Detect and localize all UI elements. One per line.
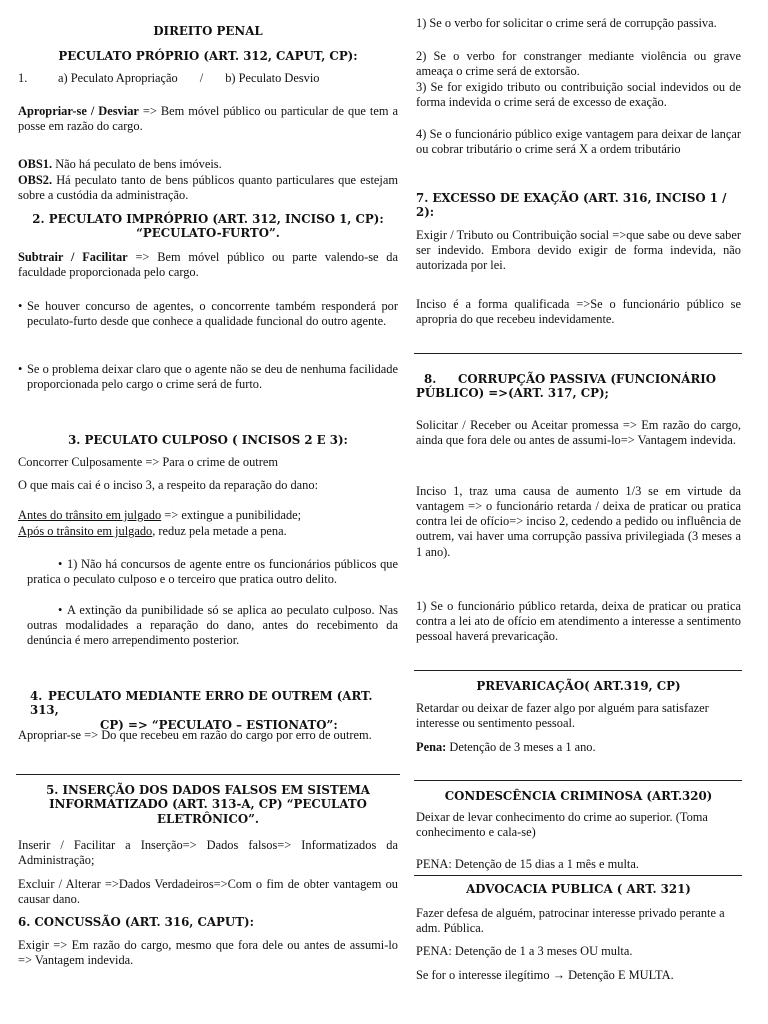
section-5-text-1: Inserir / Facilitar a Inserção=> Dados falsos=> Informatizados da Administração; (18, 838, 398, 868)
option-a: a) Peculato Apropriação (58, 71, 178, 85)
advocacia-title: ADVOCACIA PUBLICA ( ART. 321) (466, 882, 691, 896)
condescencia-pena: PENA: Detenção de 15 dias a 1 mês e multa. (416, 857, 639, 871)
section-7-text-1: Exigir / Tributo ou Contribuição social =>que sabe ou deve saber ser indevido. Embora devido exigir de forma indevida, não autorizada por lei. (416, 228, 741, 273)
list-item: • Se o problema deixar claro que o agente não se deu de nenhuma facilidade proporcionada pelo cargo o crime será de furto. (18, 362, 398, 392)
divider (414, 670, 742, 671)
obs-1: OBS1. Não há peculato de bens imóveis. (18, 157, 222, 171)
list-item: 4) Se o funcionário público exige vantagem para deixar de lançar ou cobrar tributário o crime será X a ordem tributário (416, 127, 741, 157)
condescencia-title: CONDESCÊNCIA CRIMINOSA (ART.320) (444, 789, 713, 803)
document-title: DIREITO PENAL (153, 24, 263, 38)
section-8-title: 8. CORRUPÇÃO PASSIVA (FUNCIONÁRIO PÚBLICO) =>(ART. 317, CP); (416, 372, 717, 401)
section-6-title: 6. CONCUSSÃO (ART. 316, CAPUT): (18, 915, 254, 929)
section-3-after: Após o trânsito em julgado, reduz pela metade a pena. (18, 524, 287, 538)
section-3-before: Antes do trânsito em julgado => extingue a punibilidade; (18, 508, 302, 522)
advocacia-text: Fazer defesa de alguém, patrocinar interesse privado perante a adm. Pública. (416, 906, 725, 936)
list-item: 2) Se o verbo for constranger mediante violência ou grave ameaça o crime será de extorsão. (416, 49, 741, 79)
prevaricacao-title: PREVARICAÇÃO( ART.319, CP) (476, 679, 681, 693)
section-8-text-2: Inciso 1, traz uma causa de aumento 1/3 se em virtude da vantagem => o funcionário retarda / deixa de praticar ou pratica contra lei de ofício=> inciso 2, cedendo a pedido ou influência de outrem, vai haver uma corrupção passiva privilegiada (3 meses a 1 ano). (416, 484, 742, 559)
list-item: • 1) Não há concursos de agente entre os funcionários públicos que pratica o peculato culposo e o terceiro que pratica outro delito. (18, 557, 398, 587)
section-2-definition: Subtrair / Facilitar => Bem móvel público ou parte valendo-se da faculdade proporcionada pelo cargo. (18, 250, 398, 280)
list-item: • Se houver concurso de agentes, o concorrente também responderá por peculato-furto desde que conhece a qualidade funcional do outro agente. (18, 299, 398, 329)
prevaricacao-pena: Pena: Detenção de 3 meses a 1 ano. (416, 740, 596, 754)
section-1-number: 1. (18, 71, 28, 85)
section-3-bullet-2 (18, 603, 398, 648)
section-3-bullet-1 (18, 557, 398, 587)
section-4-title: 4. PECULATO MEDIANTE ERRO DE OUTREM (ART. 313, CP) => “PECULATO – ESTIONATO”: (30, 689, 373, 732)
option-separator: / (199, 71, 204, 85)
advocacia-pena: PENA: Detenção de 1 a 3 meses OU multa. (416, 944, 633, 958)
section-5-text-2: Excluir / Alterar =>Dados Verdadeiros=>Com o fim de obter vantagem ou causar dano. (18, 877, 398, 907)
section-1-options (18, 71, 398, 86)
list-item: 1) Se o verbo for solicitar o crime será de corrupção passiva. (416, 16, 717, 30)
section-3-title: 3. PECULATO CULPOSO ( INCISOS 2 E 3): (68, 433, 348, 447)
section-8-text-3: 1) Se o funcionário público retarda, deixa de praticar ou pratica contra a lei ato de ofício em atendimento a interesse a sentimento pessoal haverá prevaricação. (416, 599, 741, 644)
section-2-bullets-2 (18, 362, 398, 392)
prevaricacao-text: Retardar ou deixar de fazer algo por alguém para satisfazer interesse ou sentimento pessoal. (416, 701, 709, 731)
divider (414, 353, 742, 354)
divider (16, 774, 400, 775)
advocacia-note: Se for o interesse ilegítimo → Detenção E MULTA. (416, 968, 674, 982)
section-1-title: PECULATO PRÓPRIO (ART. 312, CAPUT, CP): (58, 49, 358, 63)
obs-2: OBS2. Há peculato tanto de bens públicos quanto particulares que estejam sobre a custódia da administração. (18, 173, 398, 203)
section-3-line-2: O que mais cai é o inciso 3, a respeito da reparação do dano: (18, 478, 319, 492)
section-4-text: Apropriar-se => Do que recebeu em razão do cargo por erro de outrem. (18, 728, 372, 742)
option-b: b) Peculato Desvio (225, 71, 320, 85)
section-3-line-1: Concorrer Culposamente => Para o crime de outrem (18, 455, 278, 469)
section-7-title: 7. EXCESSO DE EXAÇÃO (ART. 316, INCISO 1 / 2): (416, 191, 727, 220)
section-5-title: 5. INSERÇÃO DOS DADOS FALSOS EM SISTEMA INFORMATIZADO (ART. 313-A, CP) “PECULATO ELETRÔNICO”. (46, 783, 370, 826)
section-6-text: Exigir => Em razão do cargo, mesmo que fora dele ou antes de assumi-lo => Vantagem indevida. (18, 938, 398, 968)
condescencia-text: Deixar de levar conhecimento do crime ao superior. (Toma conhecimento e cala-se) (416, 810, 708, 840)
section-2-title: 2. PECULATO IMPRÓPRIO (ART. 312, INCISO 1, CP): “PECULATO-FURTO”. (32, 212, 384, 241)
divider (414, 780, 742, 781)
section-1-definition: Apropriar-se / Desviar => Bem móvel público ou particular de que tem a posse em razão do cargo. (18, 104, 398, 134)
list-item: • A extinção da punibilidade só se aplica ao peculato culposo. Nas outras modalidades a reparação do dano, antes do recebimento da denúncia é mero arrependimento posterior. (18, 603, 398, 648)
section-7-text-2: Inciso é a forma qualificada =>Se o funcionário público se apropria do que recebeu indevidamente. (416, 297, 741, 327)
list-item: 3) Se for exigido tributo ou contribuição social indevidos ou de forma indevida o crime será de excesso de exação. (416, 80, 741, 110)
divider (414, 875, 742, 876)
section-2-bullets (18, 299, 398, 329)
section-8-text-1: Solicitar / Receber ou Aceitar promessa => Em razão do cargo, ainda que fora dele ou antes de assumi-lo=> Vantagem indevida. (416, 418, 741, 448)
section-1-verbs: Apropriar-se / Desviar (18, 104, 139, 118)
